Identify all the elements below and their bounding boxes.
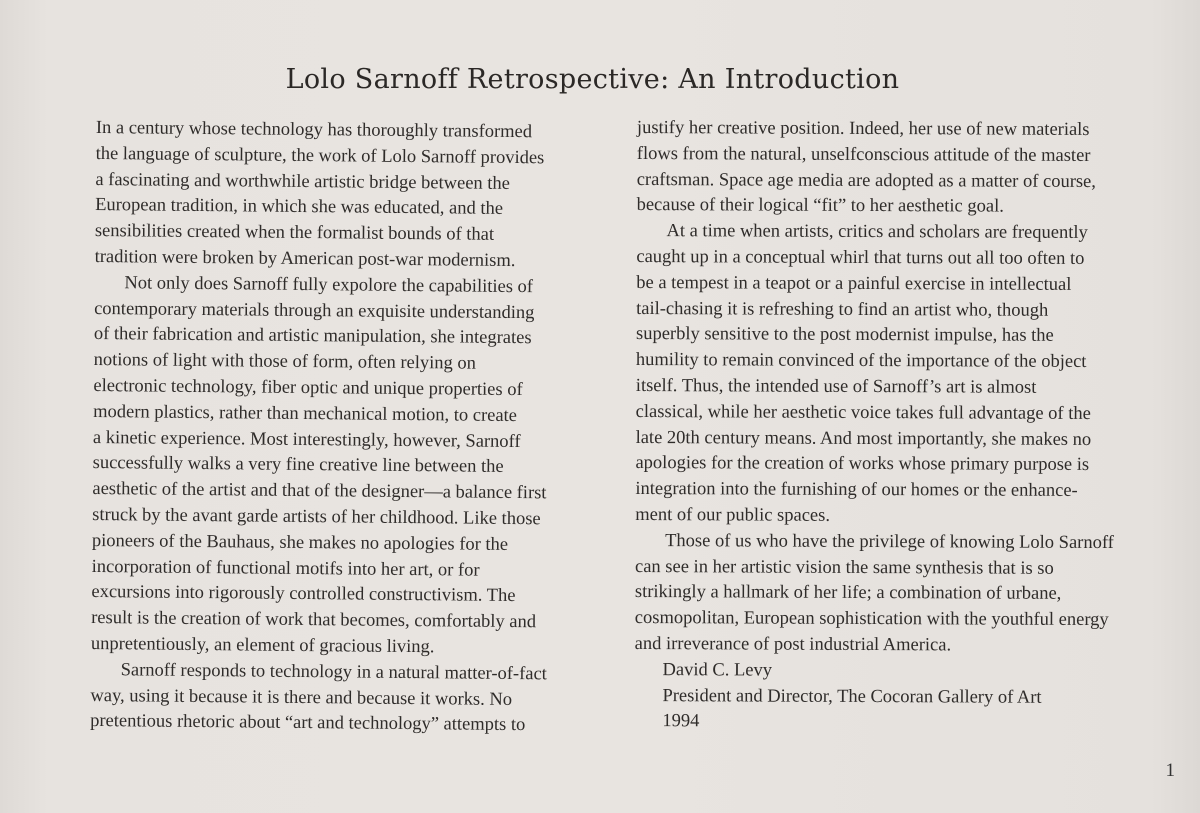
text-line: European tradition, in which she was educated, and the [95,195,504,220]
text-line: integration into the furnishing of our homes or the enhance- [635,479,1078,502]
text-line: pioneers of the Bauhaus, she makes no apologies for the [91,530,509,555]
text-line: ment of our public spaces. [635,504,831,526]
text-line: pretentious rhetoric about “art and technology” attempts to [90,711,526,736]
text-line: excursions into rigorously controlled constructivism. The [91,582,516,607]
text-line: In a century whose technology has thoroughly transformed [95,117,533,143]
text-line: craftsman. Space age media are adopted as a matter of course, [636,169,1096,192]
text-line: contemporary materials through an exquisite understanding [94,298,535,323]
text-line: unpretentiously, an element of gracious living. [90,633,435,658]
text-line: humility to remain convinced of the importance of the object [635,350,1087,373]
text-line: superbly sensitive to the post modernist impulse, has the [636,324,1054,347]
text-line: Those of us who have the privilege of knowing Lolo Sarnoff [665,530,1114,553]
right-column [634,116,1167,737]
text-line: of their fabrication and artistic manipulation, she integrates [93,324,532,349]
text-line: tail-chasing it is refreshing to find an artist who, though [636,298,1049,321]
text-line: late 20th century means. And most importantly, she makes no [635,427,1092,450]
text-line: Sarnoff responds to technology in a natural matter-of-fact [120,659,547,685]
text-line: be a tempest in a teapot or a painful exercise in intellectual [636,272,1072,295]
text-line: tradition were broken by American post-war modernism. [94,246,516,272]
text-line: because of their logical “fit” to her aesthetic goal. [636,195,1004,217]
text-line: justify her creative position. Indeed, her use of new materials [636,117,1090,140]
text-line: At a time when artists, critics and scholars are frequently [666,221,1088,244]
text-line: the language of sculpture, the work of Lolo Sarnoff provides [95,143,545,169]
text-line: classical, while her aesthetic voice takes full advantage of the [635,401,1091,424]
signature-year: 1994 [662,711,700,732]
text-line: modern plastics, rather than mechanical motion, to create [93,401,518,426]
signature-name: David C. Levy [662,659,773,681]
text-line: cosmopolitan, European sophistication with the youthful energy [634,608,1109,631]
signature-position: President and Director, The Cocoran Gallery of Art [662,685,1042,708]
page-title: Lolo Sarnoff Retrospective: An Introduction [285,64,900,95]
text-line: struck by the avant garde artists of her childhood. Like those [92,504,541,530]
text-line: can see in her artistic vision the same synthesis that is so [634,556,1054,579]
text-line: and irreverance of post industrial America. [634,633,952,656]
text-line: result is the creation of work that becomes, comfortably and [91,608,537,633]
text-line: way, using it because it is there and because it works. No [90,685,513,710]
text-line: itself. Thus, the intended use of Sarnoff’s art is almost [635,375,1037,398]
text-line: strikingly a hallmark of her life; a combination of urbane, [634,582,1062,605]
text-line: a kinetic experience. Most interestingly, however, Sarnoff [92,427,521,452]
text-line: incorporation of functional motifs into her art, or for [91,556,480,581]
text-line: notions of light with those of form, often relying on [93,350,477,374]
text-line: aesthetic of the artist and that of the designer—a balance first [92,479,547,504]
left-column [90,116,606,740]
text-line: caught up in a conceptual whirl that turns out all too often to [636,246,1085,269]
text-line: apologies for the creation of works whose primary purpose is [635,453,1090,476]
page-number: 1 [1165,760,1175,781]
text-line: a fascinating and worthwhile artistic bridge between the [95,169,511,194]
text-line: sensibilities created when the formalist bounds of that [94,221,495,246]
text-line: flows from the natural, unselfconscious attitude of the master [636,143,1091,166]
text-line: electronic technology, fiber optic and unique properties of [93,375,523,401]
text-line: successfully walks a very fine creative line between the [92,453,504,478]
text-line: Not only does Sarnoff fully expolore the capabilities of [124,273,534,297]
